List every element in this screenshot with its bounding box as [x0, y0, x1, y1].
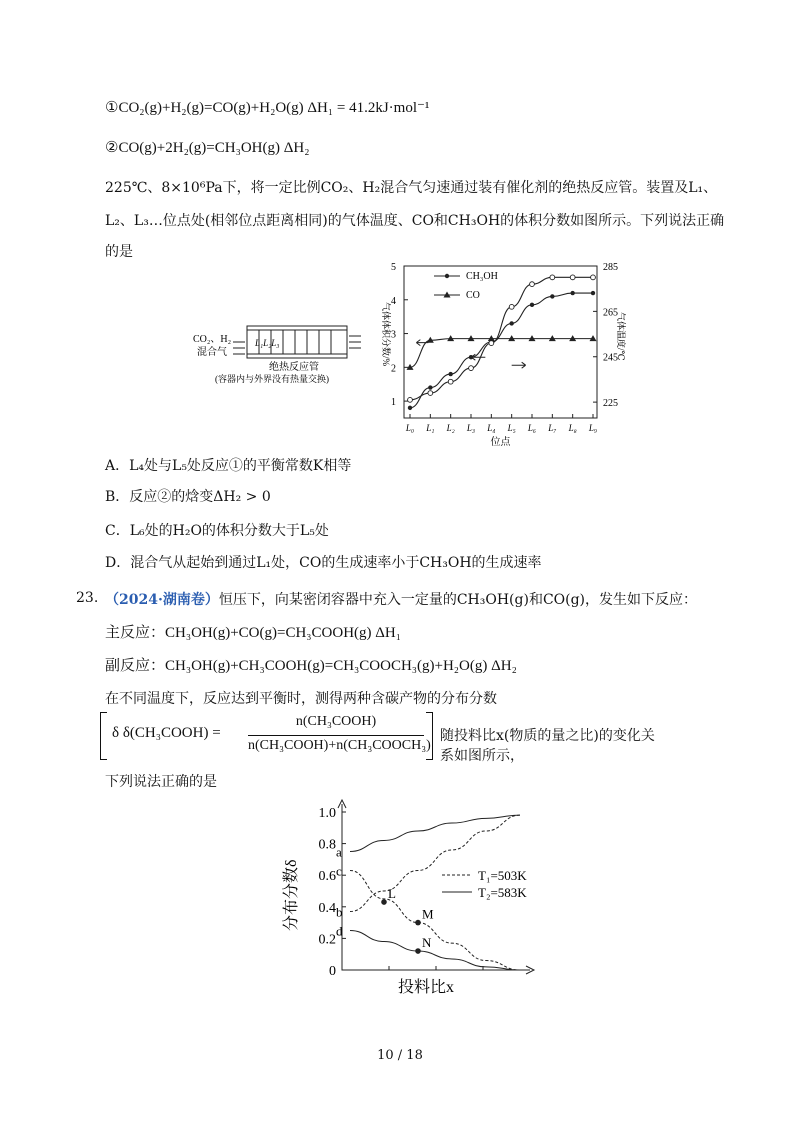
x-tick-label: L₅	[507, 423, 516, 433]
legend-ch3oh-label: CH₃OH	[466, 271, 498, 282]
ch3oh-point	[408, 406, 412, 410]
curve-label-b: b	[336, 904, 343, 920]
point-label-M: M	[422, 906, 434, 922]
question-source: （2024·湖南卷）	[105, 592, 219, 608]
bracket-right	[426, 712, 433, 760]
option-b: B．反应②的焓变ΔH₂ > 0	[105, 489, 271, 505]
co-axis-arrow	[416, 340, 428, 346]
inlet-label-1: CO₂、H₂	[193, 334, 232, 345]
q23-stem-text: 恒压下，向某密闭容器中充入一定量的CH₃OH(g)和CO(g)，发生如下反应：	[218, 592, 698, 608]
intro-line-3: 的是	[105, 244, 133, 260]
x-tick-label: L₂	[446, 423, 455, 433]
y-left-tick-label: 5	[391, 262, 396, 273]
ch3oh-point	[509, 321, 513, 325]
chart-distribution-fraction	[280, 798, 550, 998]
y-right-axis-label: 气体温度/℃	[616, 312, 626, 361]
ch3oh-point	[448, 372, 452, 376]
point-label-N: N	[422, 935, 432, 951]
ch3oh-point	[428, 385, 432, 389]
temperature-point	[469, 366, 474, 371]
y-left-tick-label: 3	[391, 329, 396, 341]
temperature-point	[530, 282, 535, 287]
fraction-numerator: n(CH₃COOH)	[295, 714, 377, 729]
x-tick-label: L₃	[466, 423, 476, 433]
point-label-L: L	[388, 886, 396, 902]
x-tick-label: L₇	[548, 423, 557, 433]
tube-label: L₁L₂L₃	[255, 338, 280, 348]
y-tick-label: 0.8	[318, 837, 336, 853]
x-axis-label: 位点	[490, 437, 511, 448]
curve-d	[350, 931, 520, 971]
bracket-left	[100, 712, 107, 760]
y-right-tick-label: 245	[603, 352, 618, 364]
x-tick-label: L₀	[405, 423, 415, 433]
option-c: C．L₆处的H₂O的体积分数大于L₅处	[105, 523, 329, 539]
after-fraction: 随投料比x(物质的量之比)的变化关系如图所示，	[440, 728, 655, 764]
y-axis-label: 分布分数δ	[283, 859, 300, 931]
y-right-tick-label: 265	[603, 307, 618, 319]
distribution-fraction-formula	[100, 712, 660, 762]
ch3oh-point	[530, 303, 534, 307]
main-reaction: 主反应：CH₃OH(g)+CO(g)=CH₃COOH(g) ΔH₁	[105, 625, 401, 641]
q23-stem	[105, 590, 697, 610]
ch3oh-point	[570, 291, 574, 295]
point-L	[381, 899, 387, 905]
legend-ch3oh-marker	[445, 274, 449, 278]
inlet-label-2: 混合气	[197, 347, 227, 358]
temperature-point	[428, 391, 433, 396]
x-axis-label: 投料比x	[397, 979, 455, 996]
reaction-2: ②CO(g)+2H₂(g)=CH₃OH(g) ΔH₂	[105, 140, 310, 156]
side-reaction: 副反应：CH₃OH(g)+CH₃COOH(g)=CH₃COOCH₃(g)+H₂O(g) ΔH₂	[105, 658, 517, 674]
tube-caption-1: 绝热反应管	[269, 362, 319, 373]
legend-t2-label: T₂=583K	[478, 885, 527, 900]
question-number: 23.	[76, 590, 99, 606]
temperature-axis-arrow	[512, 362, 526, 368]
tube-caption-2: (容器内与外界没有热量交换)	[215, 374, 329, 384]
q23-last-line: 下列说法正确的是	[105, 774, 217, 790]
x-tick-label: L₈	[568, 423, 577, 433]
y-left-axis-label: 气体体积分数/%	[381, 302, 391, 366]
reaction-1: ①CO₂(g)+H₂(g)=CO(g)+H₂O(g) ΔH₁ = 41.2kJ·mol⁻¹	[105, 100, 430, 116]
co-line	[410, 339, 593, 368]
y-tick-label: 1.0	[318, 806, 336, 821]
curve-a	[350, 815, 520, 851]
y-right-tick-label: 225	[603, 398, 618, 410]
option-d: D．混合气从起始到通过L₁处，CO的生成速率小于CH₃OH的生成速率	[105, 555, 542, 571]
intro-line-2: L₂、L₃…位点处(相邻位点距离相同)的气体温度、CO和CH₃OH的体积分数如图所示。下列说法正确	[105, 213, 725, 229]
x-tick-label: L₉	[588, 423, 598, 433]
chart-volume-temperature	[372, 258, 627, 448]
y-tick-label: 0.2	[318, 932, 336, 948]
y-left-tick-label: 2	[391, 363, 396, 375]
y-left-tick-label: 4	[391, 295, 396, 307]
ch3oh-point	[591, 291, 595, 295]
temperature-point	[591, 275, 596, 280]
ch3oh-axis-arrow	[471, 354, 485, 360]
temperature-point	[570, 275, 575, 280]
legend-co-label: CO	[466, 290, 480, 301]
intro-line-1: 225℃、8×10⁶Pa下，将一定比例CO₂、H₂混合气匀速通过装有催化剂的绝热反应管。装置及L₁、	[105, 180, 718, 196]
delta-left: δ δ(CH₃COOH) =	[112, 725, 221, 741]
temperature-point	[489, 341, 494, 346]
apparatus-diagram	[185, 318, 385, 388]
temperature-point	[509, 304, 514, 309]
ch3oh-point	[550, 294, 554, 298]
y-left-tick-label: 1	[391, 397, 396, 409]
q23-line3: 在不同温度下，反应达到平衡时，测得两种含碳产物的分布分数	[105, 691, 497, 707]
fraction-bar	[248, 735, 424, 736]
curve-label-c: c	[336, 863, 342, 879]
x-tick-label: L₆	[527, 423, 537, 433]
option-a: A．L₄处与L₅处反应①的平衡常数K相等	[105, 458, 352, 474]
y-tick-label: 0.6	[318, 869, 336, 885]
x-tick-label: L₁	[426, 423, 435, 433]
y-tick-label: 0	[329, 964, 336, 979]
point-N	[415, 948, 421, 954]
fraction-denominator: n(CH₃COOH)+n(CH₃COOCH₃)	[248, 738, 431, 753]
legend-t1-label: T₁=503K	[478, 868, 527, 883]
point-M	[415, 920, 421, 926]
page-number: 10 / 18	[377, 1048, 423, 1063]
temperature-point	[408, 397, 413, 402]
temperature-point	[550, 275, 555, 280]
curve-label-a: a	[336, 844, 342, 860]
y-right-tick-label: 285	[603, 262, 618, 273]
temperature-point	[448, 379, 453, 384]
curve-label-d: d	[336, 923, 343, 939]
x-tick-label: L₄	[487, 423, 496, 433]
y-tick-label: 0.4	[318, 900, 336, 916]
